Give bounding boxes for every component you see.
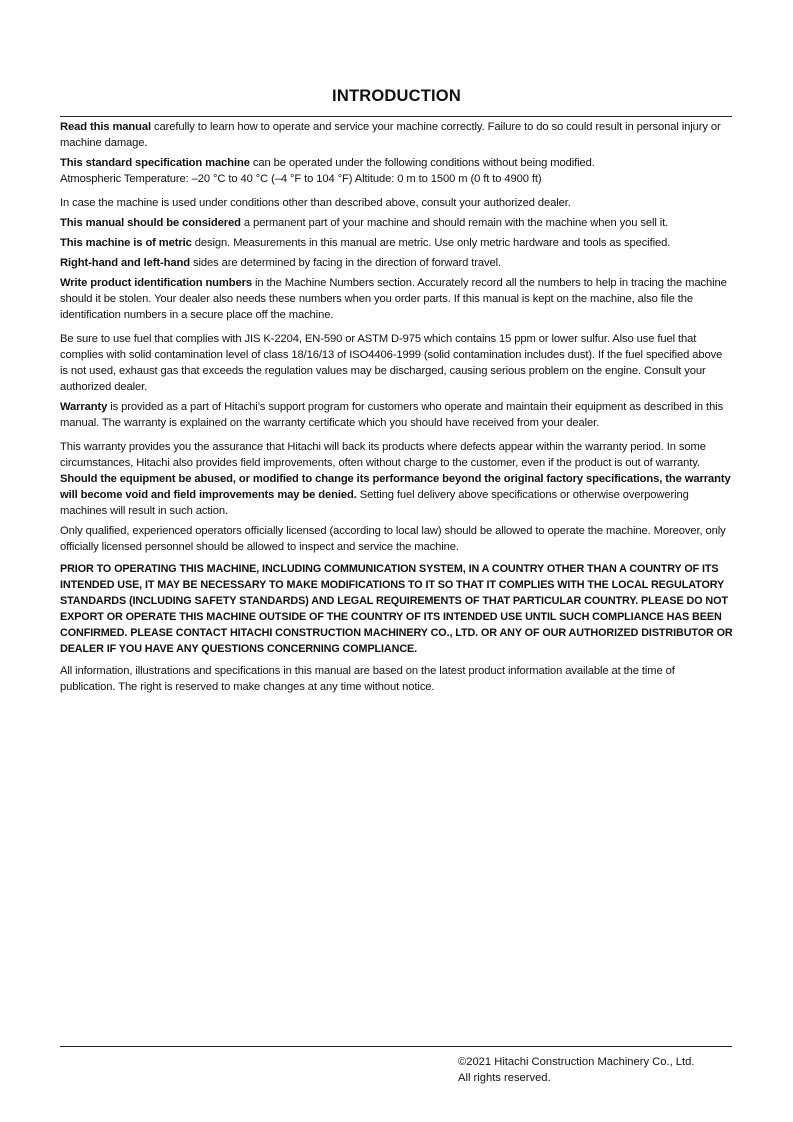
paragraph-warranty-assurance: [60, 439, 733, 519]
rights-reserved: All rights reserved.: [458, 1072, 551, 1084]
paragraph-text: design. Measurements in this manual are metric. Use only metric hardware and tools as specified.: [191, 237, 671, 249]
paragraph-standard-specification: [60, 155, 733, 187]
paragraph-text: Be sure to use fuel that complies with JIS K-2204, EN-590 or ASTM D-975 which contains 15 ppm or lower sulfur. Also use fuel that complies with solid contamination level of class 18/16/13 of ISO4406-1999 (solid contamination includes dust). If the fuel specified above is not used, exhaust gas that exceeds the regulation values may be discharged, causing serious problem on the engine. Consult your authorized dealer.: [60, 333, 723, 393]
paragraph-right-left-hand: [60, 255, 733, 271]
paragraph-other-conditions: [60, 195, 733, 211]
paragraph-text: a permanent part of your machine and should remain with the machine when you sell it.: [240, 217, 669, 229]
paragraph-fuel-requirements: [60, 331, 733, 395]
paragraph-read-manual: [60, 119, 733, 151]
paragraph-text: This warranty provides you the assurance that Hitachi will back its products where defects appear within the warranty period. In some circumstances, Hitachi also provides field improvements, often without charge to the customer, even if the product is out of warranty.: [60, 441, 706, 469]
paragraph-text: In case the machine is used under conditions other than described above, consult your authorized dealer.: [60, 197, 571, 209]
paragraph-lead: This standard specification machine: [60, 157, 250, 169]
paragraph-text: All information, illustrations and specifications in this manual are based on the latest product information available at the time of publication. The right is reserved to make changes at any time without notice.: [60, 665, 675, 693]
introduction-body: [60, 119, 733, 699]
footer: [458, 1054, 694, 1086]
paragraph-warranty: [60, 399, 733, 431]
paragraph-information-disclaimer: [60, 663, 733, 695]
footer-divider: [60, 1046, 732, 1047]
paragraph-identification-numbers: [60, 275, 733, 323]
page-title: INTRODUCTION: [332, 87, 461, 105]
paragraph-text: PRIOR TO OPERATING THIS MACHINE, INCLUDING COMMUNICATION SYSTEM, IN A COUNTRY OTHER THAN A COUNTRY OF ITS INTENDED USE, IT MAY BE NECESSARY TO MAKE MODIFICATIONS TO IT SO THAT IT COMPLIES WITH THE LOCAL REGULATORY STANDARDS (INCLUDING SAFETY STANDARDS) AND LEGAL REQUIREMENTS OF THAT PARTICULAR COUNTRY. PLEASE DO NOT EXPORT OR OPERATE THIS MACHINE OUTSIDE OF THE COUNTRY OF ITS INTENDED USE UNTIL SUCH COMPLIANCE HAS BEEN CONFIRMED. PLEASE CONTACT HITACHI CONSTRUCTION MACHINERY CO., LTD. OR ANY OF OUR AUTHORIZED DISTRIBUTOR OR DEALER IF YOU HAVE ANY QUESTIONS CONCERNING COMPLIANCE.: [60, 563, 733, 655]
paragraph-metric-design: [60, 235, 733, 251]
paragraph-lead: Read this manual: [60, 121, 152, 133]
paragraph-text: sides are determined by facing in the direction of forward travel.: [189, 257, 502, 269]
operating-conditions: Atmospheric Temperature: –20 °C to 40 °C (–4 °F to 104 °F) Altitude: 0 m to 1500 m (0 ft to 4900 ft): [60, 173, 542, 185]
paragraph-text: carefully to learn how to operate and service your machine correctly. Failure to do so could result in personal injury or machine damage.: [60, 121, 721, 149]
paragraph-text: in the Machine Numbers section. Accurately record all the numbers to help in tracing the machine should it be stolen. Your dealer also needs these numbers when you order parts. If this manual is kept on the machine, also file the identification numbers in a secure place off the machine.: [60, 277, 727, 321]
paragraph-compliance-notice: [60, 561, 733, 657]
paragraph-lead: Warranty: [60, 401, 108, 413]
paragraph-lead: Right-hand and left-hand: [60, 257, 190, 269]
paragraph-lead: This machine is of metric: [60, 237, 192, 249]
copyright-notice: ©2021 Hitachi Construction Machinery Co., Ltd.: [458, 1056, 695, 1068]
paragraph-lead: This manual should be considered: [60, 217, 241, 229]
paragraph-lead: Write product identification numbers: [60, 277, 252, 289]
paragraph-text: Setting fuel delivery above specifications or otherwise overpowering machines will result in such action.: [60, 489, 689, 517]
paragraph-emphasis: Should the equipment be abused, or modified to change its performance beyond the original factory specifications, the warranty will become void and field improvements may be denied.: [60, 473, 731, 501]
paragraph-manual-permanent: [60, 215, 733, 231]
paragraph-text: Only qualified, experienced operators officially licensed (according to local law) should be allowed to operate the machine. Moreover, only officially licensed personnel should be allowed to inspect and service the machine.: [60, 525, 726, 553]
paragraph-text: is provided as a part of Hitachi’s support program for customers who operate and maintain their equipment as described in this manual. The warranty is explained on the warranty certificate which you should have received from your dealer.: [60, 401, 724, 429]
paragraph-qualified-operators: [60, 523, 733, 555]
paragraph-text: can be operated under the following conditions without being modified.: [249, 157, 595, 169]
title-divider: [60, 116, 732, 117]
